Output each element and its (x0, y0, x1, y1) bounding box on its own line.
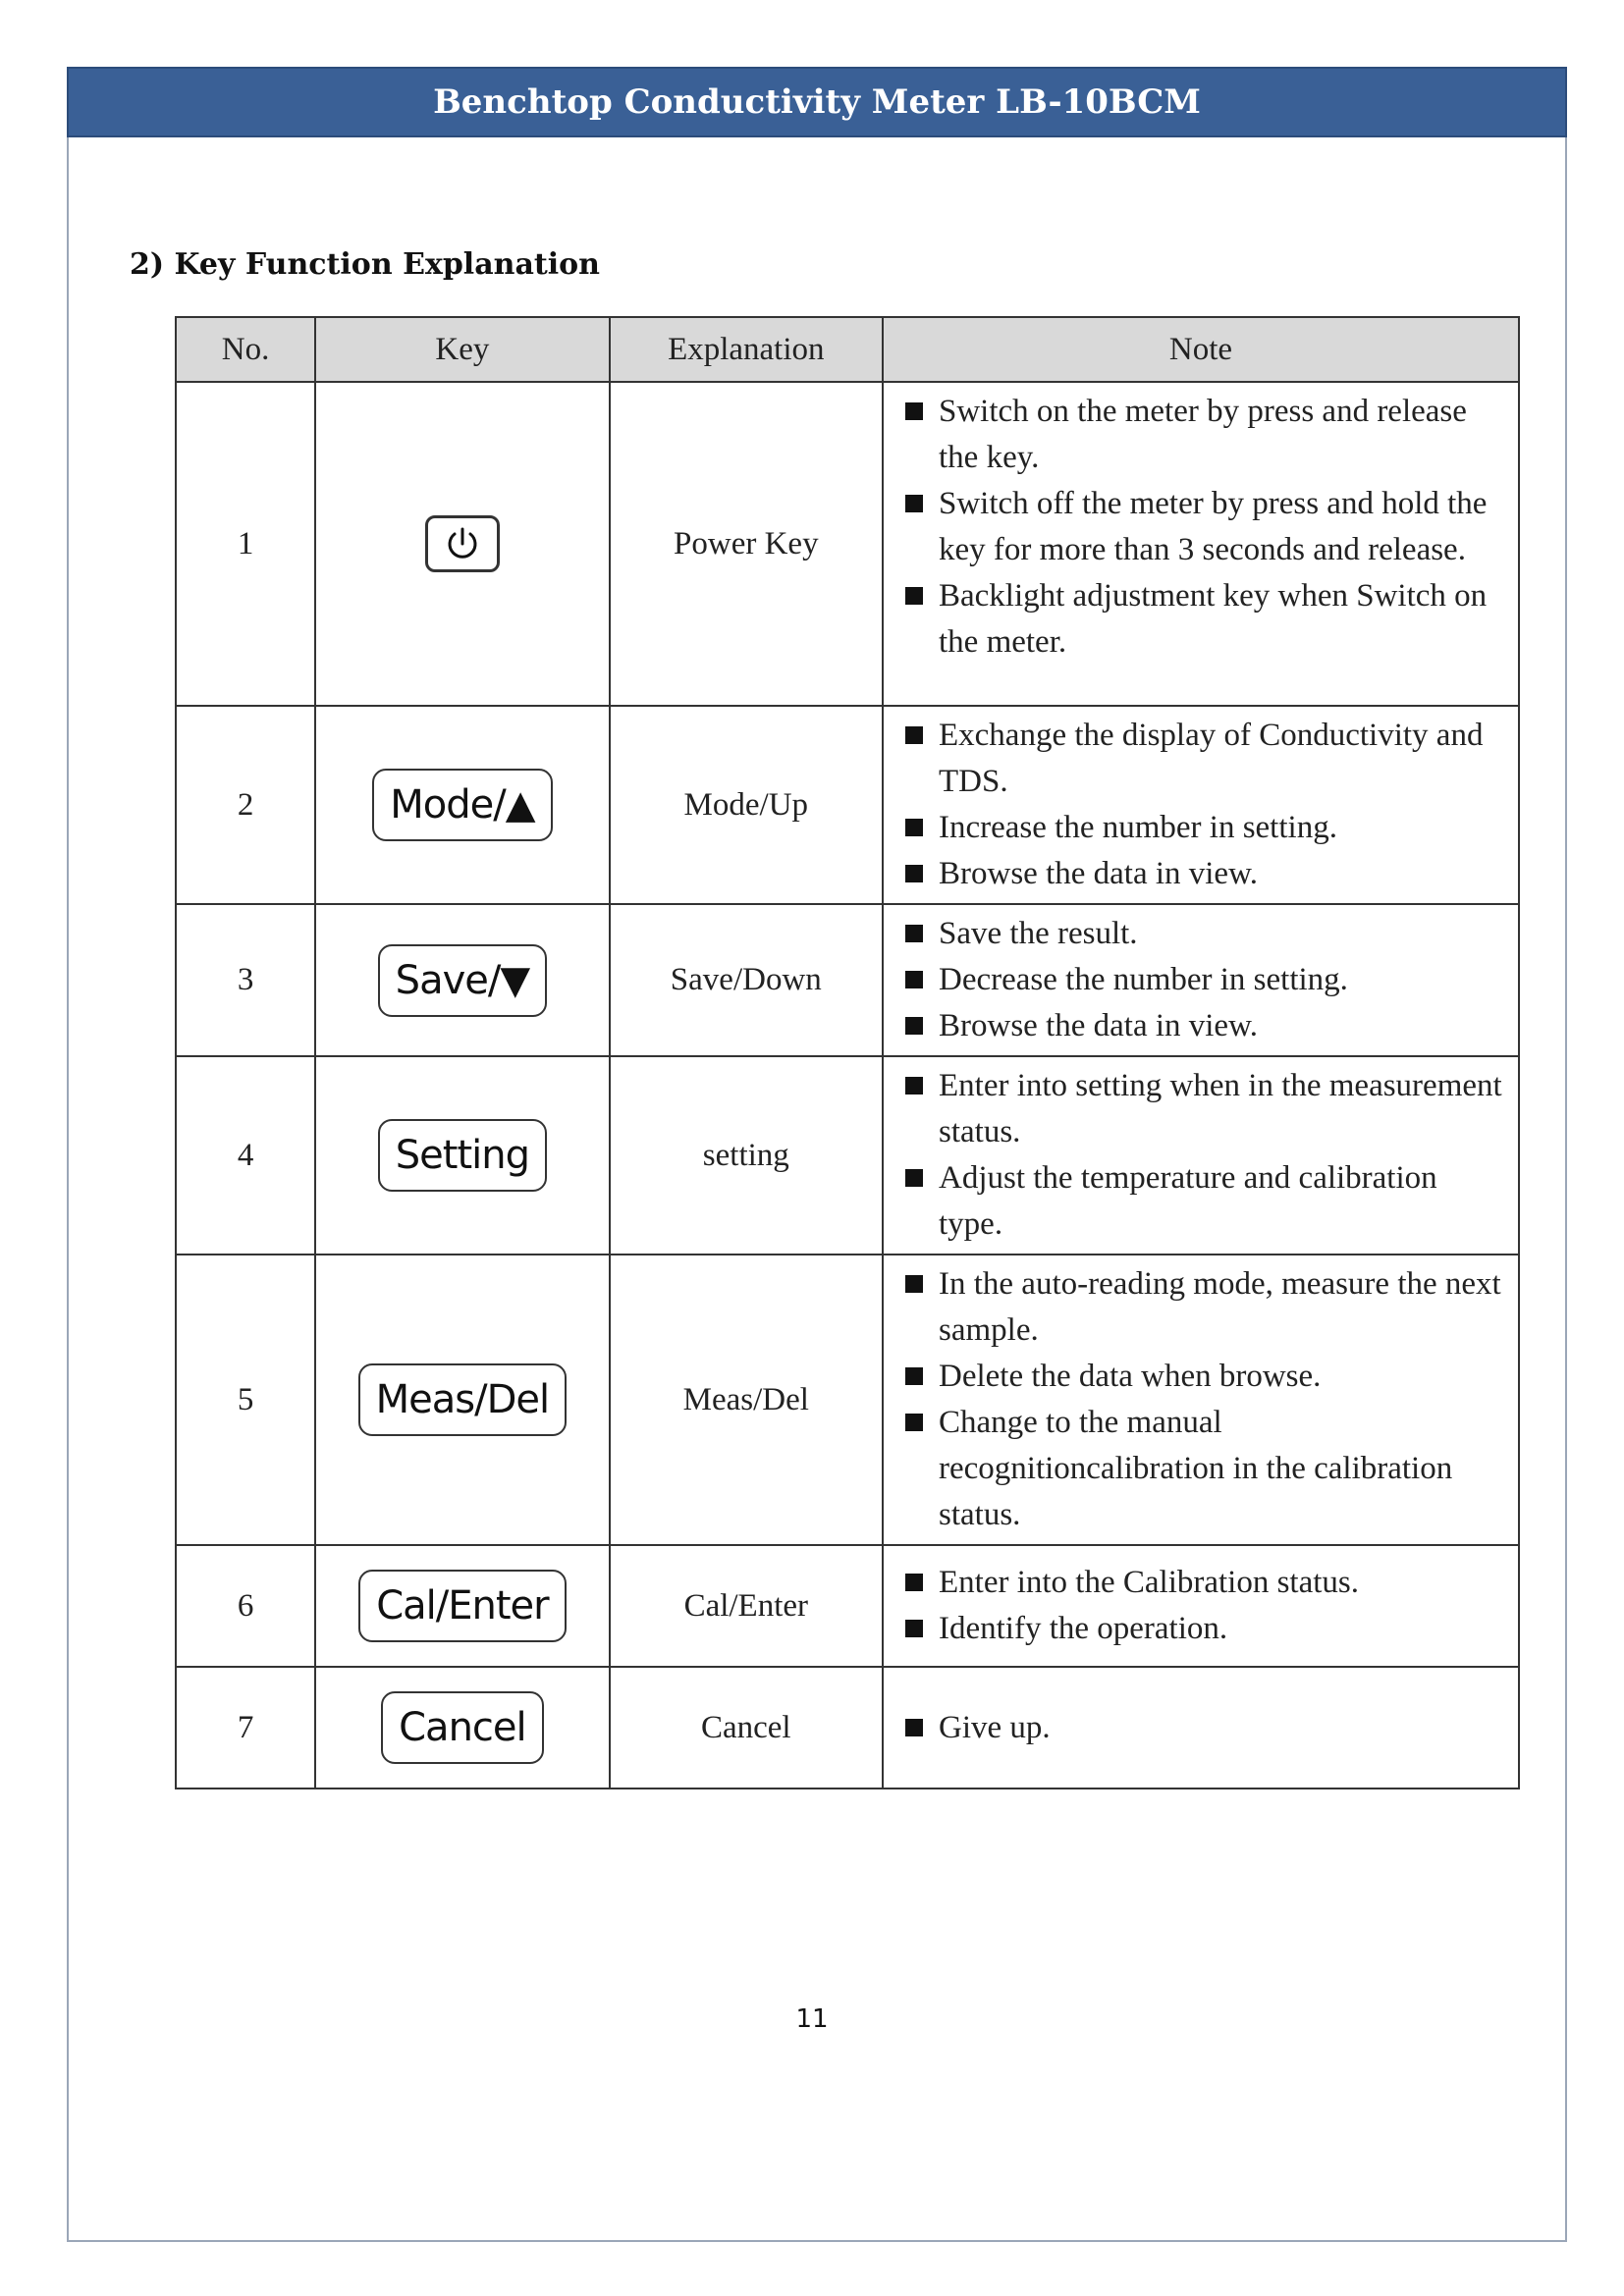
key-cell (315, 706, 609, 904)
row-number: 3 (176, 904, 315, 1056)
table-row (176, 1255, 1519, 1545)
note-cell (883, 1545, 1519, 1667)
note-item: Adjust the temperature and calibration type. (903, 1155, 1508, 1248)
note-item: Enter into setting when in the measurement status. (903, 1063, 1508, 1155)
row-number: 1 (176, 382, 315, 706)
key-cell (315, 382, 609, 706)
header-no: No. (176, 317, 315, 382)
row-number: 7 (176, 1667, 315, 1789)
row-number: 4 (176, 1056, 315, 1255)
table-row (176, 382, 1519, 706)
table-row (176, 1545, 1519, 1667)
power-key-image (425, 515, 500, 572)
page-number: 11 (795, 2004, 829, 2034)
key-cell (315, 904, 609, 1056)
note-item: Increase the number in setting. (903, 805, 1508, 851)
note-item: Delete the data when browse. (903, 1354, 1508, 1400)
key-cell (315, 1056, 609, 1255)
explanation-cell: Cancel (610, 1667, 883, 1789)
explanation-cell: Meas/Del (610, 1255, 883, 1545)
table-header-row (176, 317, 1519, 382)
note-cell (883, 904, 1519, 1056)
row-number: 2 (176, 706, 315, 904)
table-row (176, 904, 1519, 1056)
note-item: Change to the manual recognitioncalibration in the calibration status. (903, 1400, 1508, 1538)
note-item: Identify the operation. (903, 1606, 1508, 1652)
explanation-cell: Mode/Up (610, 706, 883, 904)
note-item: Decrease the number in setting. (903, 957, 1508, 1003)
header-key: Key (315, 317, 609, 382)
note-item: In the auto-reading mode, measure the next sample. (903, 1261, 1508, 1354)
key-cell (315, 1545, 609, 1667)
note-item: Save the result. (903, 911, 1508, 957)
power-icon (444, 525, 481, 562)
note-cell (883, 1255, 1519, 1545)
note-item: Exchange the display of Conductivity and TDS. (903, 713, 1508, 805)
note-cell (883, 706, 1519, 904)
cancel-key-image: Cancel (381, 1691, 544, 1764)
setting-key-image: Setting (378, 1119, 547, 1192)
explanation-cell: Cal/Enter (610, 1545, 883, 1667)
note-item: Browse the data in view. (903, 1003, 1508, 1049)
note-item: Switch on the meter by press and release the key. (903, 389, 1508, 481)
note-item: Give up. (903, 1705, 1508, 1751)
explanation-cell: Power Key (610, 382, 883, 706)
meas-del-key-image: Meas/Del (358, 1363, 567, 1436)
key-function-table (175, 316, 1520, 1789)
cal-enter-key-image: Cal/Enter (358, 1570, 566, 1642)
explanation-cell: Save/Down (610, 904, 883, 1056)
page-header: Benchtop Conductivity Meter LB-10BCM (67, 67, 1567, 137)
header-note: Note (883, 317, 1519, 382)
table-row (176, 1056, 1519, 1255)
note-cell (883, 1667, 1519, 1789)
mode-up-key-image: Mode/▲ (372, 769, 552, 841)
note-item: Enter into the Calibration status. (903, 1560, 1508, 1606)
row-number: 6 (176, 1545, 315, 1667)
table-row (176, 706, 1519, 904)
note-item: Browse the data in view. (903, 851, 1508, 897)
explanation-cell: setting (610, 1056, 883, 1255)
note-item: Switch off the meter by press and hold the key for more than 3 seconds and release. (903, 481, 1508, 573)
section-title: 2) Key Function Explanation (130, 247, 600, 282)
key-cell (315, 1667, 609, 1789)
row-number: 5 (176, 1255, 315, 1545)
note-item: Backlight adjustment key when Switch on the meter. (903, 573, 1508, 666)
table-row (176, 1667, 1519, 1789)
save-down-key-image: Save/▼ (378, 944, 547, 1017)
note-cell (883, 1056, 1519, 1255)
header-explanation: Explanation (610, 317, 883, 382)
note-cell (883, 382, 1519, 706)
key-cell (315, 1255, 609, 1545)
